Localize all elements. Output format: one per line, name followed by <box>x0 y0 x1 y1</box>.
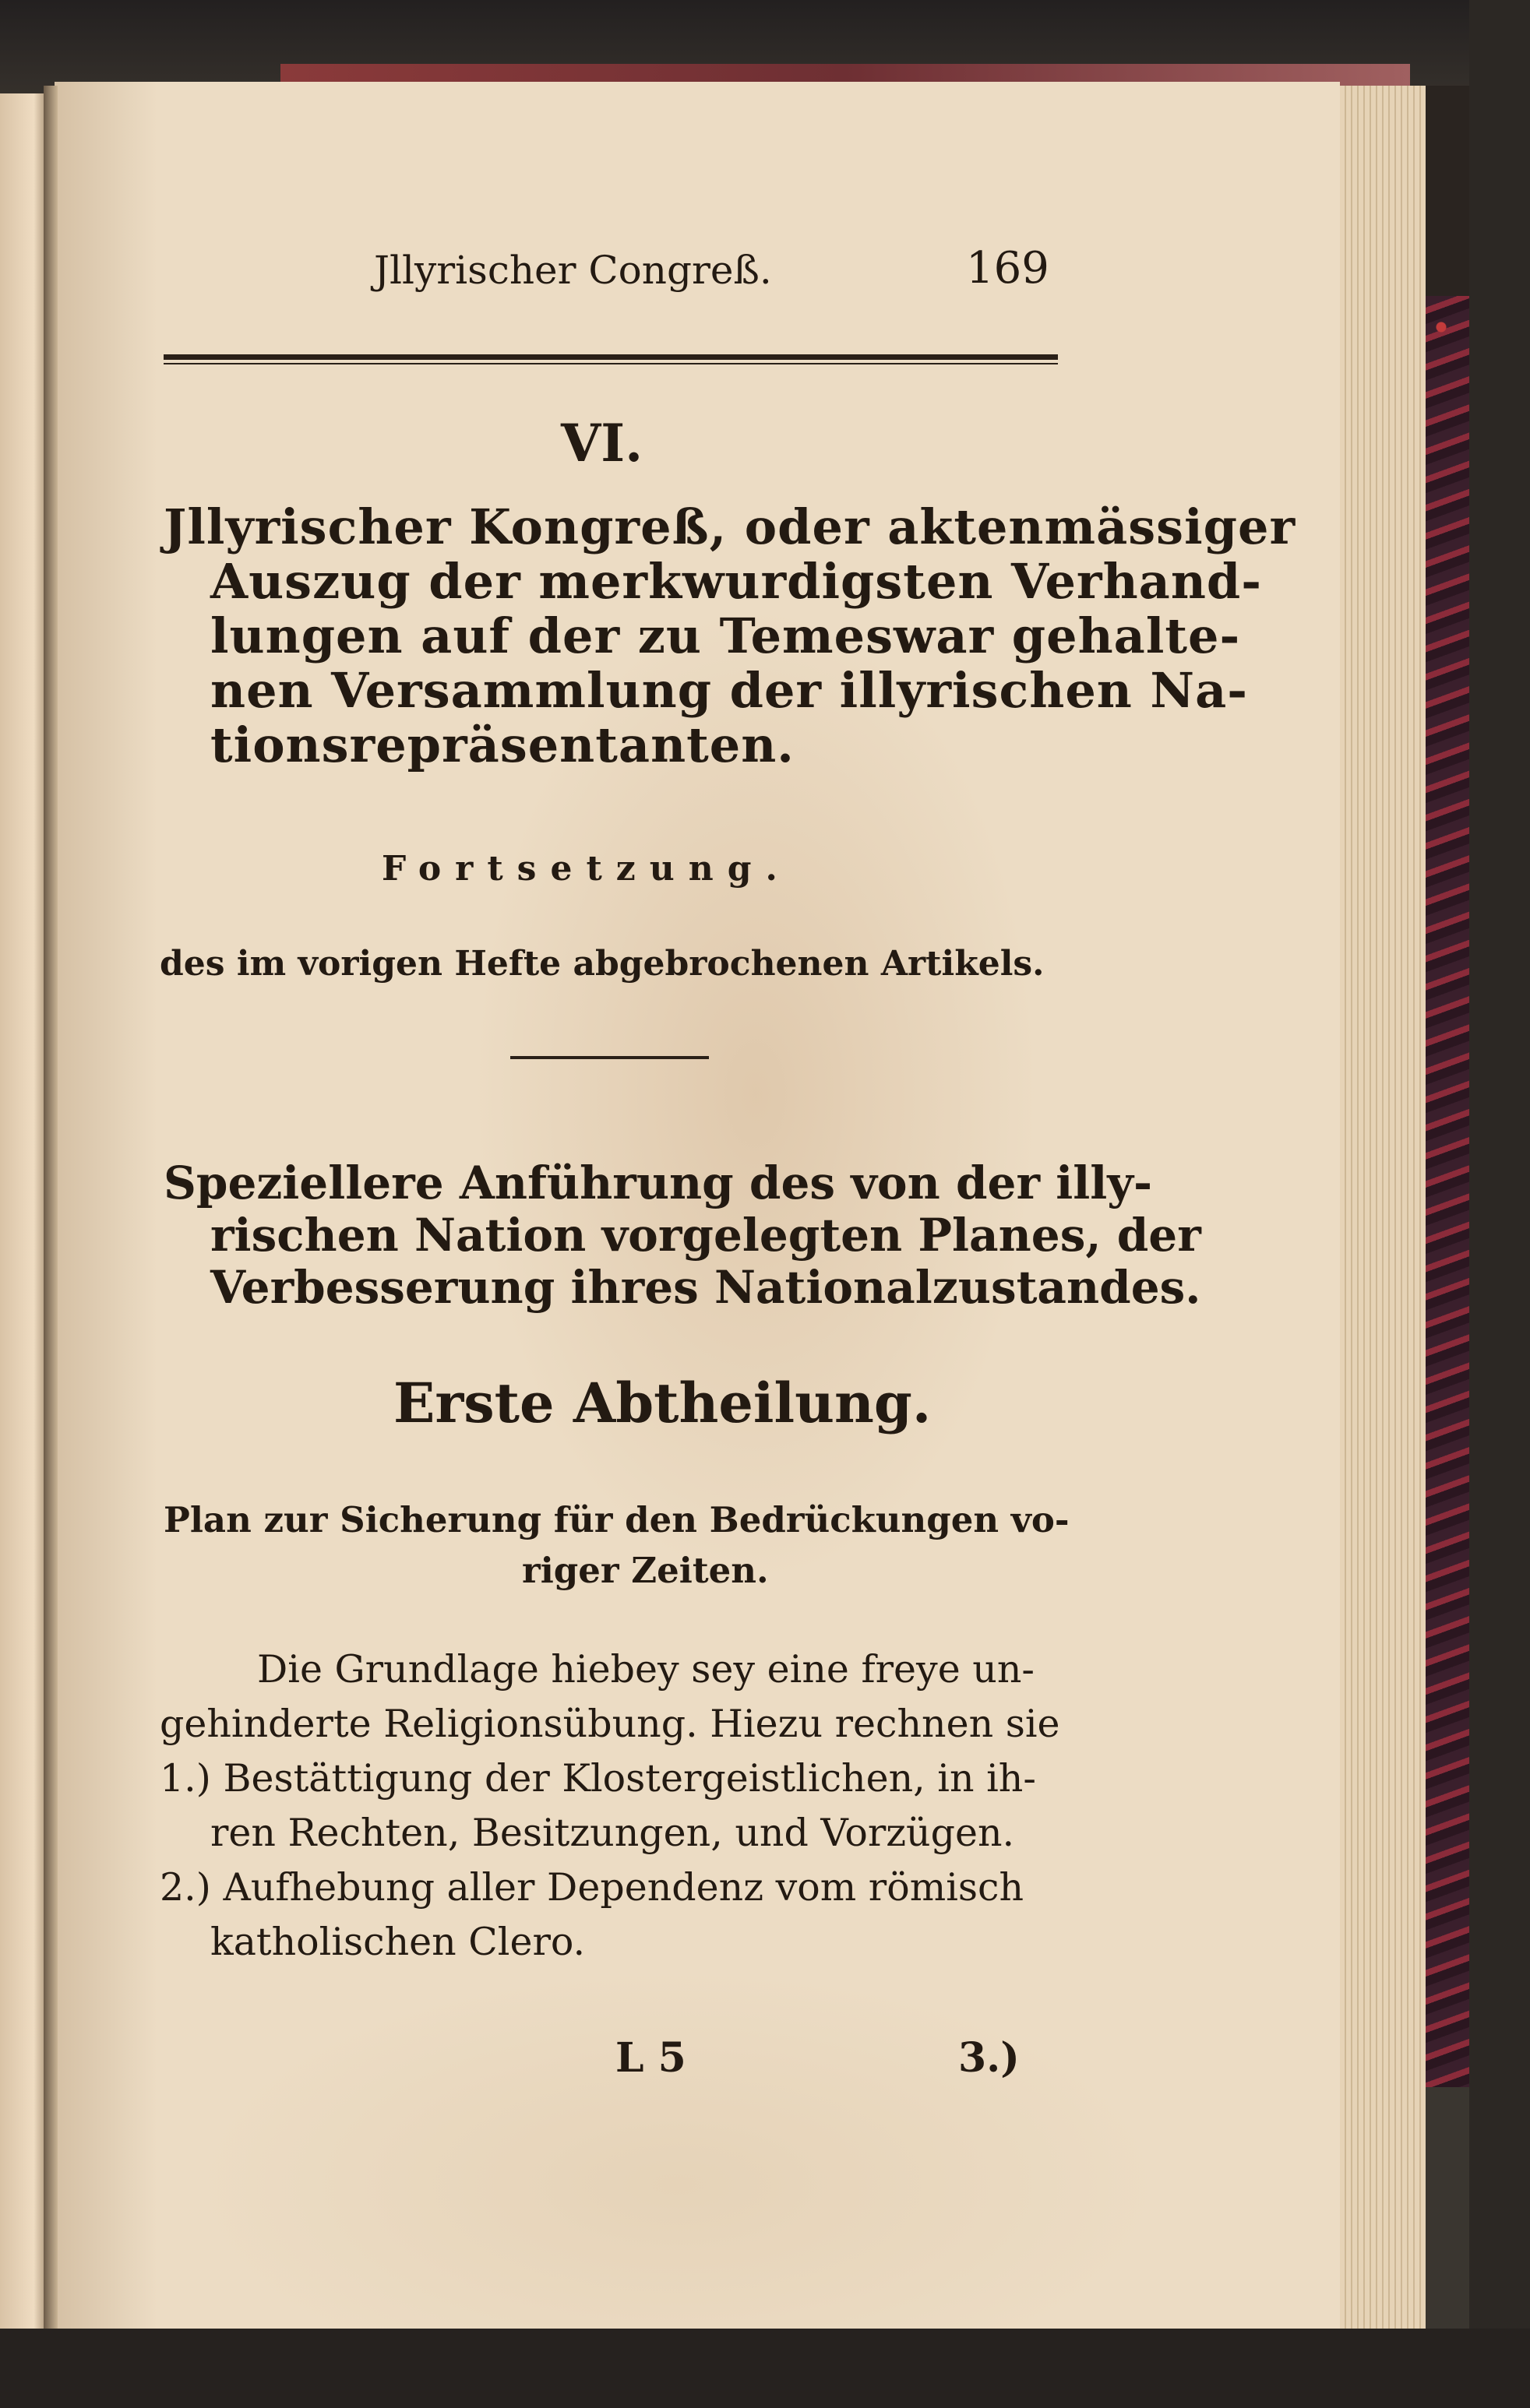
header-rule-thin <box>164 363 1058 364</box>
gutter <box>44 86 58 2408</box>
continuation-subtitle: des im vorigen Hefte abgebrochenen Artikels. <box>160 944 1045 984</box>
part-title: Erste Abtheilung. <box>393 1371 932 1435</box>
plan-line: Plan zur Sicherung für den Bedrückungen vo- <box>164 1499 1070 1540</box>
section-number: VI. <box>561 413 643 474</box>
body-line: 2.) Aufhebung aller Dependenz vom römisch <box>160 1865 1024 1910</box>
page-stack-edge <box>1340 86 1426 2344</box>
title-line: Jllyrischer Kongreß, oder aktenmässiger <box>164 498 1296 555</box>
heading-line: Verbesserung ihres Nationalzustandes. <box>210 1261 1201 1314</box>
running-head: Jllyrischer Congreß. <box>374 248 772 293</box>
signature-mark: L 5 <box>615 2034 686 2082</box>
background-bottom <box>0 2329 1530 2408</box>
background-right <box>1469 0 1530 2408</box>
separator-rule <box>510 1056 709 1059</box>
continuation-label: Fortsetzung. <box>382 849 791 889</box>
catchword: 3.) <box>958 2034 1020 2082</box>
title-line: lungen auf der zu Temeswar gehalte- <box>210 607 1241 664</box>
body-line: 1.) Bestättigung der Klostergeistlichen, in ih- <box>160 1756 1036 1801</box>
title-line: tionsrepräsentanten. <box>210 716 795 773</box>
plan-line: riger Zeiten. <box>522 1550 769 1591</box>
body-line: ren Rechten, Besitzungen, und Vorzügen. <box>210 1811 1015 1855</box>
heading-line: rischen Nation vorgelegten Planes, der <box>210 1209 1201 1262</box>
body-line: gehinderte Religionsübung. Hiezu rechnen sie <box>160 1702 1060 1746</box>
cover-board-top <box>1426 86 1469 296</box>
heading-line: Speziellere Anführung des von der illy- <box>164 1156 1153 1209</box>
title-line: Auszug der merkwurdigsten Verhand- <box>210 553 1262 610</box>
title-line: nen Versammlung der illyrischen Na- <box>210 662 1249 719</box>
body-line: katholischen Clero. <box>210 1920 586 1964</box>
body-line: Die Grundlage hiebey sey eine freye un- <box>257 1647 1035 1692</box>
marbled-cover-board <box>1426 296 1469 2087</box>
page-number: 169 <box>966 243 1049 294</box>
header-rule <box>164 354 1058 360</box>
left-page-edge <box>0 93 48 2408</box>
